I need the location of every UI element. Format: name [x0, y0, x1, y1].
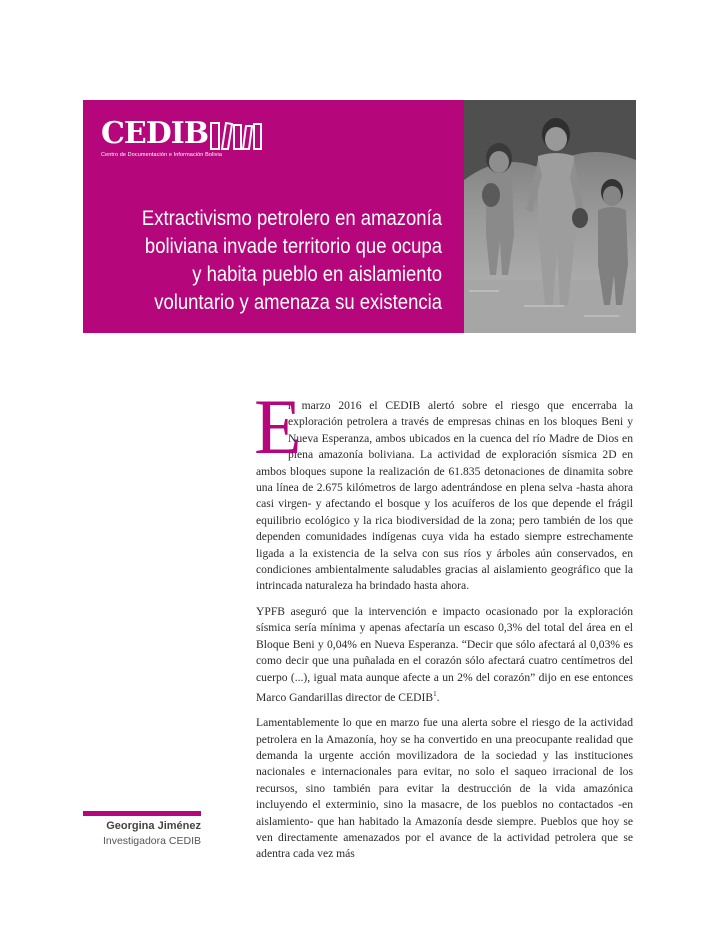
headline-line: y habita pueblo en aislamiento — [192, 262, 442, 286]
paragraph-3-text: Lamentablemente lo que en marzo fue una alerta sobre el riesgo de la actividad petrolera en la Amazonía, hoy se ha convertido en una preocupante realidad que demanda la urgente acción movilizadora de la sociedad y las instituciones nacionales e internacionales para evitar, no solo el saqueo irracional de los recursos, sino también para evitar la destrucción de la vida amazónica incluyendo el exterminio, sino la masacre, de los pueblos no contactados -en aislamiento- que han habitado la Amazonía desde siempre. Pueblos que hoy se ven directamente amenazados por el avance de la actividad petrolera que se adentra cada vez más — [256, 716, 633, 861]
books-icon — [210, 120, 262, 150]
paragraph-1 — [254, 383, 633, 595]
headline-line: Extractivismo petrolero en amazonía — [141, 206, 442, 230]
children-photo — [464, 100, 636, 333]
author-name: Georgina Jiménez — [106, 820, 201, 832]
article-body — [254, 383, 633, 872]
paragraph-1-text: n marzo 2016 el CEDIB alertó sobre el riesgo que encerraba la exploración petrolera a través de empresas chinas en los bloques Beni y Nueva Esperanza, ambos ubicados en la cuenca del río Madre de Dios en plena amazonía boliviana. La actividad de exploración sísmica 2D en ambos bloques supone la realización de 61.835 detonaciones de dinamita sobre una línea de 2.675 kilómetros de largo adentrándose en plena selva -hasta ahora casi virgen- y afectando el bosque y los acuíferos de los que depende el frágil equilibrio ecológico y la rica biodiversidad de la zona; pero también de los que dependen comunidades indígenas cuya vida ha estado siempre estrechamente ligada a la existencia de la selva con sus ríos y árboles aún conservados, en condiciones ambientalmente saludables gracias al aislamiento geográfico que la intrincada naturaleza ha brindado hasta ahora. — [256, 399, 633, 593]
paragraph-2 — [256, 604, 633, 706]
author-divider — [83, 811, 201, 816]
footnote-ref[interactable]: 1 — [433, 689, 437, 698]
paragraph-2-end: . — [436, 690, 440, 704]
author-role: Investigadora CEDIB — [102, 835, 201, 847]
cedib-logo — [101, 118, 262, 158]
headline-line: voluntario y amenaza su existencia — [154, 290, 443, 314]
header-banner — [83, 100, 464, 333]
headline-line: boliviana invade territorio que ocupa — [144, 234, 442, 258]
paragraph-3 — [256, 715, 633, 863]
paragraph-2-text: YPFB aseguró que la intervención e impacto ocasionado por la exploración sísmica sería mínima y apenas afectaría un escaso 0,3% del total del área en el Bloque Beni y 0,04% en Nueva Esperanza. “Decir que sólo afectará al 0,03% es como decir que una puñalada en el corazón sólo afectará cuatro centímetros del cuerpo (...), igual mata aunque afecte a un 2% del corazón” dijo en ese entonces Marco Gandarillas director de CEDIB — [256, 604, 633, 704]
drop-cap: E — [254, 383, 302, 470]
logo-subtitle: Centro de Documentación e Información Bolivia — [101, 152, 222, 158]
headline — [141, 204, 442, 316]
logo-wordmark: CEDIB — [101, 116, 209, 151]
